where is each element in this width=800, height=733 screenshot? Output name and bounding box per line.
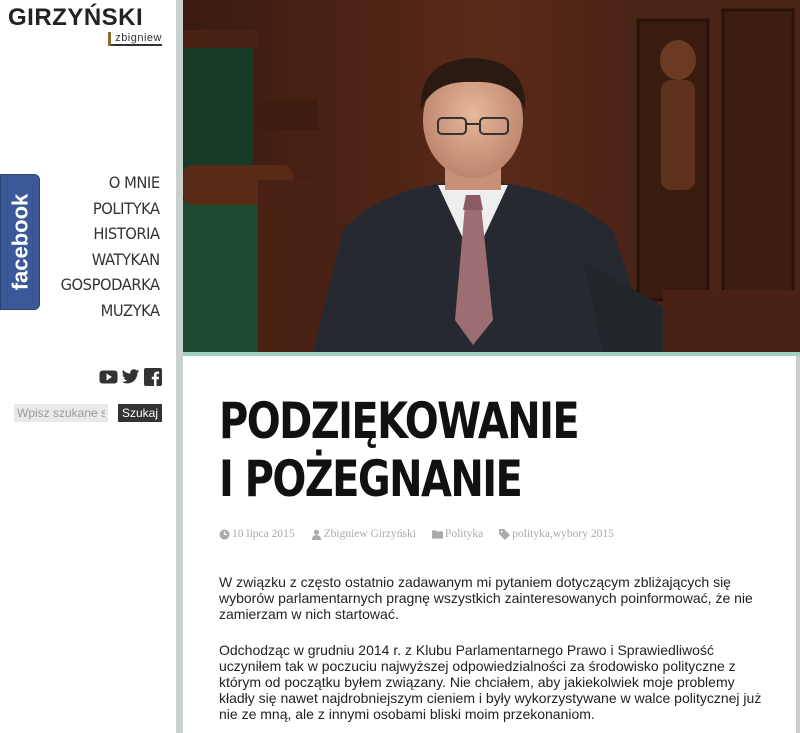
hero-photo-illustration [183, 0, 800, 352]
meta-category[interactable] [432, 528, 483, 540]
meta-tags-text: polityka,wybory 2015 [512, 528, 614, 540]
nav-item-muzyka[interactable]: MUZYKA [101, 300, 160, 320]
article-body [219, 574, 767, 733]
meta-author-text: Zbigniew Girzyński [323, 528, 416, 540]
facebook-tab[interactable] [0, 174, 40, 310]
article-paragraph-2: Odchodząc w grudniu 2014 r. z Klubu Parlamentarnego Prawo i Sprawiedliwość uczyniłem tak w poczuciu najwyższej odpowiedzialności za środowisko polityczne z którym od początku byłem związany. Nie chciałem, aby jakiekolwiek moje problemy kładły się nawet najdrobniejszym cieniem i były wykorzystywane w walce politycznej już nie ze mną, ale z innymi osobami bliski moim przekonaniom. [219, 642, 762, 722]
site-logo[interactable] [8, 4, 168, 50]
twitter-icon[interactable] [121, 368, 140, 386]
meta-category-text: Polityka [444, 528, 484, 540]
article-meta [219, 528, 614, 540]
article-title-line-2: I POŻEGNANIE [219, 450, 522, 508]
meta-tags[interactable] [499, 528, 614, 540]
youtube-icon[interactable] [99, 368, 118, 386]
facebook-icon[interactable] [143, 368, 162, 386]
content-right-border [796, 356, 800, 733]
hero-photo [183, 0, 800, 352]
nav-item-gospodarka[interactable]: GOSPODARKA [60, 275, 160, 295]
clock-icon [219, 529, 230, 540]
nav-item-historia[interactable]: HISTORIA [93, 224, 160, 244]
logo-main-text: GIRZYŃSKI [8, 4, 144, 31]
search-form [14, 404, 162, 422]
logo-sub-text: zbigniew [111, 32, 162, 46]
folder-icon [432, 529, 443, 540]
nav-item-watykan[interactable]: WATYKAN [92, 249, 160, 269]
article [183, 356, 796, 733]
sidebar [0, 0, 176, 733]
meta-date-text: 10 lipca 2015 [232, 528, 295, 540]
tag-icon [499, 529, 510, 540]
sidebar-divider [176, 0, 183, 733]
search-input[interactable] [14, 404, 108, 422]
user-icon [311, 529, 322, 540]
nav-item-polityka[interactable]: POLITYKA [93, 198, 160, 218]
meta-date [219, 528, 295, 540]
article-title [219, 392, 578, 508]
facebook-tab-label: facebook [7, 193, 32, 291]
search-button[interactable]: Szukaj [118, 404, 162, 422]
article-paragraph-1: W związku z często ostatnio zadawanym mi pytaniem dotyczącym zbliżających się wyborów parlamentarnych pragnę wszystkich zainteresowanych poinformować, że nie zamierzam w nich startować. [219, 574, 753, 622]
meta-author[interactable] [311, 528, 416, 540]
article-title-line-1: PODZIĘKOWANIE [219, 392, 579, 450]
nav-item-o-mnie[interactable]: O MNIE [109, 173, 160, 192]
social-links [99, 368, 162, 386]
main-nav [52, 170, 160, 324]
